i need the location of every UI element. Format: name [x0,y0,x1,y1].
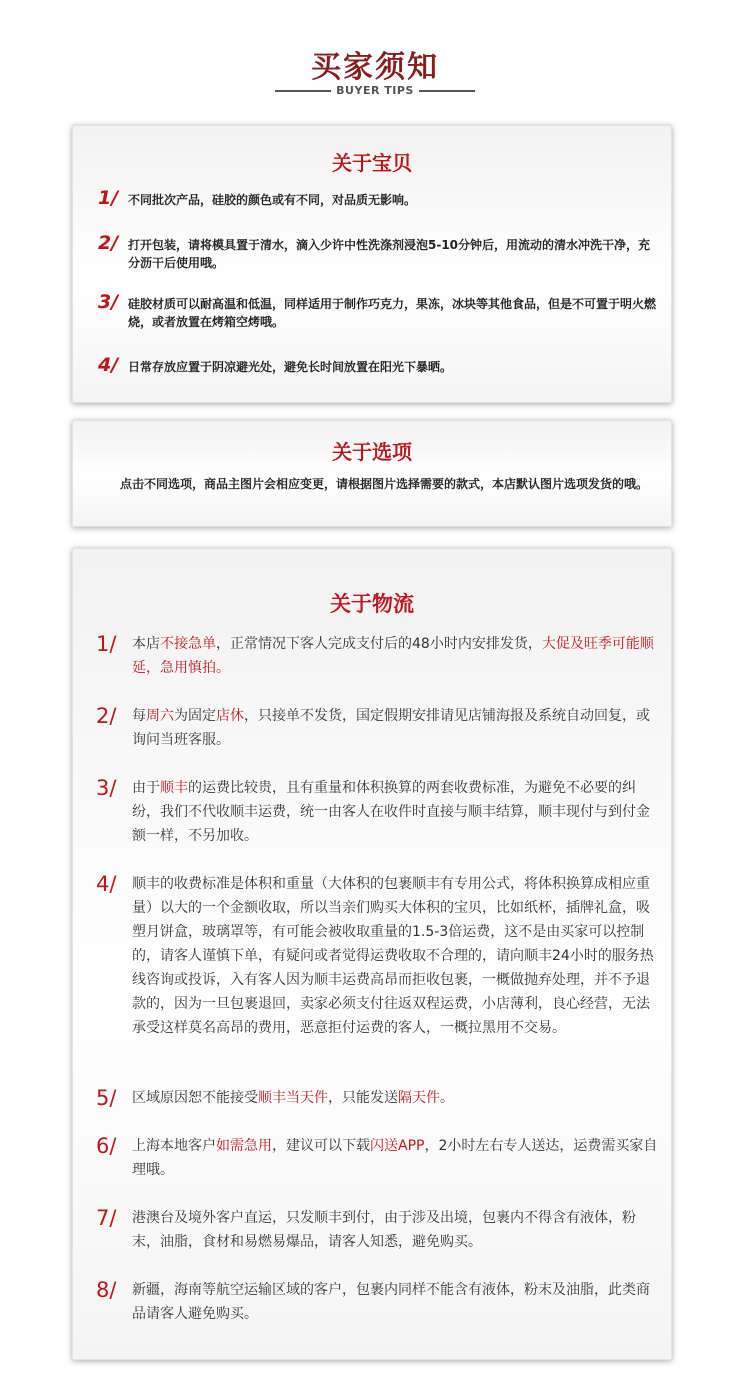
item-text: 日常存放应置于阴凉避光处，避免长时间放置在阳光下暴晒。 [128,360,453,374]
item-number: 3/ [96,776,117,800]
item-number: 2/ [96,704,117,728]
highlight-text: 顺丰当天件 [258,1090,328,1106]
highlight-text: 周六 [146,708,174,724]
item-text: 本店不接急单，正常情况下客人完成支付后的48小时内安排发货，大促及旺季可能顺延，急用慎拍。 [132,636,654,676]
page-subtitle: BUYER TIPS [336,84,414,97]
highlight-text: 店休 [216,708,244,724]
item-number: 8/ [96,1278,117,1302]
item-text: 新疆，海南等航空运输区域的客户，包裹内同样不能含有液体，粉末及油脂，此类商品请客人避免购买。 [132,1282,650,1322]
item-text: 港澳台及境外客户直运，只发顺丰到付，由于涉及出境，包裹内不得含有液体，粉末，油脂，食材和易燃易爆品，请客人知悉，避免购买。 [132,1210,636,1250]
item-number: 1/ [98,187,119,209]
highlight-text: 不接急单 [160,636,216,652]
page-header [0,0,750,118]
item-number: 6/ [96,1134,117,1158]
item-text: 硅胶材质可以耐高温和低温，同样适用于制作巧克力，果冻，冰块等其他食品，但是不可置于明火燃烧，或者放置在烤箱空烤哦。 [128,297,657,329]
item-text: 顺丰的收费标准是体积和重量（大体积的包裹顺丰有专用公式，将体积换算成相应重量）以大的一个金额收取，所以当亲们购买大体积的宝贝，比如纸杯，插牌礼盒，吸塑月饼盒，玻璃罩等，有可能会被收取重量的1.5-3倍运费，这不是由买家可以控制的，请客人谨慎下单，有疑问或者觉得运费收取不合理的，请向顺丰24小时的服务热线咨询或投诉，入有客人因为顺丰运费高昂而拒收包裹，一概做抛弃处理，并不予退款的，因为一旦包裹退回，卖家必须支付往返双程运费，小店薄利，良心经营，无法承受这样莫名高昂的费用，恶意拒付运费的客人，一概拉黑用不交易。 [132,876,654,1036]
item-text: 由于顺丰的运费比较贵，且有重量和体积换算的两套收费标准，为避免不必要的纠纷，我们不代收顺丰运费，统一由客人在收件时直接与顺丰结算，顺丰现付与到付金额一样，不另加收。 [132,780,650,844]
about-item-card [72,125,672,403]
about-item-title: 关于宝贝 [332,151,412,175]
highlight-text: 如需急用 [216,1138,272,1154]
item-number: 1/ [96,632,117,656]
about-logistics-title: 关于物流 [330,592,414,616]
item-number: 2/ [98,232,119,254]
item-number: 4/ [96,872,117,896]
item-text: 上海本地客户如需急用，建议可以下载闪送APP，2小时左右专人送达，运费需买家自理哦。 [132,1138,658,1178]
item-text: 区域原因恕不能接受顺丰当天件，只能发送隔天件。 [132,1090,454,1106]
about-logistics-card [72,548,672,1360]
highlight-text: 隔天件 [398,1090,440,1106]
item-number: 5/ [96,1086,117,1110]
header-divider-right [419,90,475,92]
page-title: 买家须知 [311,50,439,85]
item-text: 每周六为固定店休，只接单不发货，国定假期安排请见店铺海报及系统自动回复，或询问当班客服。 [132,708,650,748]
highlight-text: 大促及旺季可能顺延，急用慎拍。 [132,636,654,676]
highlight-text: 闪送APP [370,1138,425,1154]
about-options-text: 点击不同选项，商品主图片会相应变更，请根据图片选择需要的款式，本店默认图片选项发货的哦。 [120,477,649,491]
item-number: 4/ [98,354,119,376]
item-text: 不同批次产品，硅胶的颜色或有不同，对品质无影响。 [128,193,417,207]
about-options-card [72,420,672,527]
item-number: 3/ [98,291,119,313]
item-text: 打开包装，请将模具置于清水，滴入少许中性洗涤剂浸泡5-10分钟后，用流动的清水冲洗干净，充分沥干后使用哦。 [128,238,651,270]
about-options-title: 关于选项 [332,440,412,464]
item-number: 7/ [96,1206,117,1230]
